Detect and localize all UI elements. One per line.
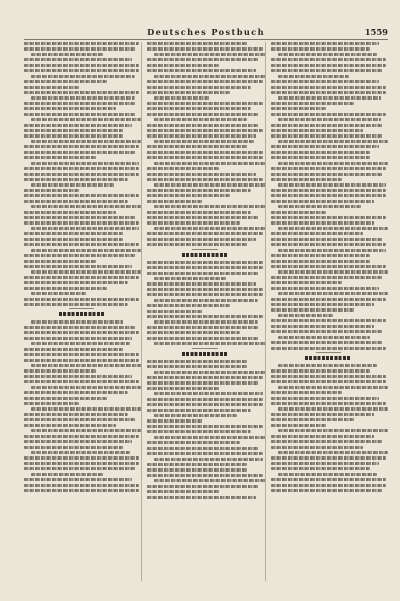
listing-line — [147, 80, 262, 83]
listing-line — [31, 292, 86, 295]
listing-line — [271, 69, 383, 72]
listing-line — [31, 140, 142, 143]
listing-line — [24, 375, 132, 378]
listing-line — [271, 456, 386, 459]
listing-line — [271, 380, 386, 383]
listing-line — [24, 91, 139, 94]
listing-line — [271, 80, 379, 83]
listing-line — [271, 347, 386, 350]
listing-line — [271, 124, 383, 127]
listing-line — [31, 249, 142, 252]
listing-line — [154, 392, 262, 395]
listing-line — [147, 293, 262, 296]
listing-line — [24, 260, 96, 263]
listing-line — [24, 69, 139, 72]
listing-line — [271, 254, 370, 257]
listing-line — [24, 254, 136, 257]
listing-line — [271, 467, 370, 470]
listing-line — [31, 320, 123, 323]
listing-line — [147, 47, 262, 50]
listing-line — [147, 102, 262, 105]
listing-line — [278, 314, 333, 317]
listing-line — [31, 227, 139, 230]
listing-line — [154, 458, 262, 461]
listing-line — [24, 353, 139, 356]
listing-line — [147, 69, 255, 72]
listing-line — [271, 58, 386, 61]
listing-line — [271, 91, 386, 94]
listing-line — [147, 151, 262, 154]
listing-line — [24, 462, 139, 465]
listing-line — [278, 364, 377, 367]
listing-line — [24, 47, 136, 50]
listing-line — [31, 342, 130, 345]
listing-line — [24, 359, 139, 362]
listing-line — [147, 189, 251, 192]
listing-line — [24, 167, 139, 170]
listing-line — [147, 326, 259, 329]
listing-line — [24, 287, 107, 290]
listing-line — [271, 167, 386, 170]
listing-line — [147, 129, 262, 132]
listing-line — [24, 478, 132, 481]
listing-line — [24, 80, 107, 83]
listing-line — [24, 397, 107, 400]
listing-line — [154, 342, 265, 345]
listing-line — [24, 380, 139, 383]
listing-line — [271, 194, 386, 197]
listing-line — [24, 238, 123, 241]
listing-line — [31, 183, 114, 186]
listing-line — [31, 407, 142, 410]
listing-line — [147, 304, 230, 307]
listing-line — [147, 398, 262, 401]
listing-line — [271, 189, 386, 192]
listing-line — [278, 183, 386, 186]
section-heading — [147, 352, 262, 357]
listing-line — [271, 216, 386, 219]
listing-line — [147, 261, 262, 264]
listing-line — [154, 140, 253, 143]
listing-line — [271, 107, 326, 110]
listing-line — [154, 479, 265, 482]
listing-line — [271, 391, 343, 394]
listing-line — [271, 478, 386, 481]
listing-line — [271, 446, 363, 449]
listing-line — [147, 232, 262, 235]
listing-line — [271, 102, 354, 105]
listing-line — [147, 474, 262, 477]
listing-line — [271, 113, 386, 116]
listing-line — [147, 216, 259, 219]
listing-line — [154, 118, 246, 121]
listing-line — [24, 484, 139, 487]
listing-line — [24, 243, 139, 246]
listing-line — [147, 288, 262, 291]
listing-line — [278, 118, 382, 121]
listing-line — [271, 462, 379, 465]
running-title: Deutsches Postbuch — [147, 27, 265, 37]
listing-line — [24, 446, 123, 449]
listing-line — [31, 451, 130, 454]
listing-line — [24, 216, 136, 219]
listing-line — [147, 178, 262, 181]
listing-line — [147, 463, 246, 466]
listing-line — [278, 270, 388, 273]
column-2 — [147, 42, 265, 581]
listing-line — [154, 277, 226, 280]
listing-line — [271, 375, 386, 378]
listing-line — [147, 430, 251, 433]
listing-line — [271, 435, 375, 438]
listing-line — [271, 47, 370, 50]
listing-line — [24, 86, 79, 89]
listing-line — [31, 96, 135, 99]
listing-line — [271, 298, 386, 301]
listing-line — [24, 173, 139, 176]
listing-line — [147, 211, 251, 214]
listing-line — [278, 249, 386, 252]
listing-line — [147, 200, 202, 203]
listing-line — [278, 53, 377, 56]
listing-line — [31, 75, 135, 78]
listing-line — [24, 418, 136, 421]
listing-line — [271, 341, 383, 344]
listing-line — [147, 42, 246, 45]
listing-line — [271, 260, 370, 263]
listing-line — [24, 64, 139, 67]
listing-line — [271, 402, 386, 405]
section-heading — [147, 253, 262, 258]
listing-line — [271, 418, 354, 421]
listing-line — [271, 211, 326, 214]
listing-line — [24, 456, 139, 459]
listing-line — [24, 424, 116, 427]
listing-line — [154, 183, 265, 186]
listing-line — [24, 467, 136, 470]
listing-line — [24, 178, 128, 181]
listing-line — [271, 325, 375, 328]
listing-line — [147, 409, 251, 412]
listing-line — [154, 96, 209, 99]
listing-line — [24, 134, 123, 137]
listing-line — [154, 414, 237, 417]
listing-line — [24, 298, 139, 301]
listing-line — [271, 287, 379, 290]
listing-line — [271, 397, 379, 400]
listing-line — [24, 265, 132, 268]
listing-line — [154, 227, 265, 230]
listing-line — [147, 419, 202, 422]
listing-line — [147, 145, 246, 148]
listing-line — [24, 369, 96, 372]
listing-line — [271, 178, 343, 181]
listing-line — [24, 189, 79, 192]
listing-line — [24, 156, 96, 159]
listing-line — [147, 272, 259, 275]
listing-line — [147, 156, 262, 159]
listing-columns — [24, 42, 388, 581]
listing-line — [147, 238, 255, 241]
listing-line — [147, 315, 262, 318]
listing-line — [147, 91, 230, 94]
listing-line — [147, 58, 259, 61]
listing-line — [278, 140, 388, 143]
listing-line — [147, 194, 230, 197]
listing-line — [24, 489, 139, 492]
listing-line — [31, 53, 103, 56]
listing-line — [147, 468, 246, 471]
listing-line — [271, 308, 354, 311]
listing-line — [24, 326, 136, 329]
listing-line — [271, 200, 375, 203]
listing-line — [278, 451, 388, 454]
listing-line — [271, 484, 386, 487]
listing-line — [24, 232, 123, 235]
listing-line — [147, 337, 259, 340]
listing-line — [24, 124, 132, 127]
listing-line — [24, 281, 128, 284]
listing-line — [271, 129, 363, 132]
column-1 — [24, 42, 142, 581]
listing-line — [24, 331, 139, 334]
listing-line — [24, 145, 139, 148]
listing-line — [31, 429, 142, 432]
listing-line — [154, 299, 258, 302]
listing-line — [278, 227, 388, 230]
listing-line — [271, 413, 375, 416]
listing-line — [147, 360, 246, 363]
listing-line — [271, 151, 370, 154]
listing-line — [271, 276, 383, 279]
listing-line — [147, 381, 259, 384]
listing-line — [278, 473, 377, 476]
listing-line — [24, 194, 139, 197]
listing-line — [271, 42, 379, 45]
page-number: 1559 — [364, 27, 388, 37]
listing-line — [147, 124, 259, 127]
listing-line — [147, 134, 255, 137]
listing-line — [147, 425, 262, 428]
listing-line — [278, 429, 388, 432]
listing-line — [31, 205, 142, 208]
listing-line — [271, 319, 386, 322]
listing-line — [271, 303, 375, 306]
listing-line — [147, 496, 255, 499]
section-rule — [192, 348, 217, 349]
listing-line — [271, 243, 386, 246]
section-rule — [316, 352, 341, 353]
running-head — [24, 27, 388, 40]
listing-line — [147, 331, 239, 334]
listing-line — [271, 489, 383, 492]
listing-line — [147, 490, 219, 493]
listing-line — [24, 348, 123, 351]
listing-line — [24, 113, 136, 116]
listing-line — [147, 376, 262, 379]
listing-line — [24, 58, 132, 61]
listing-line — [147, 173, 255, 176]
listing-line — [147, 243, 246, 246]
listing-line — [147, 441, 239, 444]
listing-line — [278, 162, 388, 165]
listing-line — [147, 447, 259, 450]
section-heading — [271, 356, 386, 361]
listing-line — [271, 424, 326, 427]
listing-line — [31, 473, 103, 476]
listing-line — [24, 413, 128, 416]
listing-line — [24, 276, 139, 279]
listing-line — [154, 75, 265, 78]
listing-line — [147, 365, 246, 368]
listing-line — [31, 364, 142, 367]
listing-line — [271, 440, 383, 443]
section-rule — [69, 308, 94, 309]
listing-line — [24, 337, 132, 340]
listing-line — [147, 64, 219, 67]
listing-line — [271, 156, 370, 159]
listing-line — [154, 371, 265, 374]
listing-line — [147, 485, 259, 488]
section-heading — [24, 312, 139, 317]
listing-line — [24, 402, 79, 405]
listing-line — [147, 452, 262, 455]
listing-line — [278, 336, 370, 339]
listing-line — [24, 211, 116, 214]
listing-line — [278, 386, 388, 389]
listing-line — [278, 407, 388, 410]
listing-line — [278, 205, 361, 208]
listing-line — [271, 238, 383, 241]
listing-line — [271, 330, 383, 333]
listing-line — [154, 436, 265, 439]
listing-line — [31, 270, 142, 273]
listing-line — [147, 113, 259, 116]
listing-line — [31, 118, 142, 121]
listing-line — [24, 221, 139, 224]
listing-line — [24, 200, 128, 203]
listing-line — [154, 53, 265, 56]
listing-line — [24, 107, 116, 110]
listing-line — [154, 162, 265, 165]
listing-line — [271, 369, 370, 372]
listing-line — [147, 167, 219, 170]
listing-line — [24, 440, 132, 443]
listing-line — [31, 162, 139, 165]
listing-line — [31, 386, 142, 389]
listing-line — [271, 281, 343, 284]
listing-line — [147, 282, 255, 285]
listing-line — [147, 86, 251, 89]
listing-line — [278, 75, 350, 78]
listing-line — [271, 221, 375, 224]
listing-line — [24, 151, 136, 154]
listing-line — [271, 134, 383, 137]
listing-line — [147, 107, 251, 110]
listing-line — [278, 292, 388, 295]
listing-line — [147, 387, 219, 390]
listing-line — [147, 310, 202, 313]
listing-line — [147, 403, 262, 406]
column-3 — [271, 42, 388, 581]
listing-line — [271, 64, 386, 67]
listing-line — [271, 145, 379, 148]
listing-line — [24, 391, 128, 394]
listing-line — [271, 86, 386, 89]
listing-line — [24, 129, 123, 132]
listing-line — [147, 221, 239, 224]
listing-line — [147, 266, 262, 269]
listing-line — [24, 303, 128, 306]
listing-line — [271, 265, 386, 268]
listing-line — [24, 102, 136, 105]
listing-line — [154, 320, 258, 323]
listing-line — [24, 42, 139, 45]
listing-line — [24, 435, 139, 438]
listing-line — [278, 96, 382, 99]
listing-line — [271, 232, 363, 235]
listing-line — [154, 205, 265, 208]
section-rule — [192, 249, 217, 250]
listing-line — [271, 173, 383, 176]
